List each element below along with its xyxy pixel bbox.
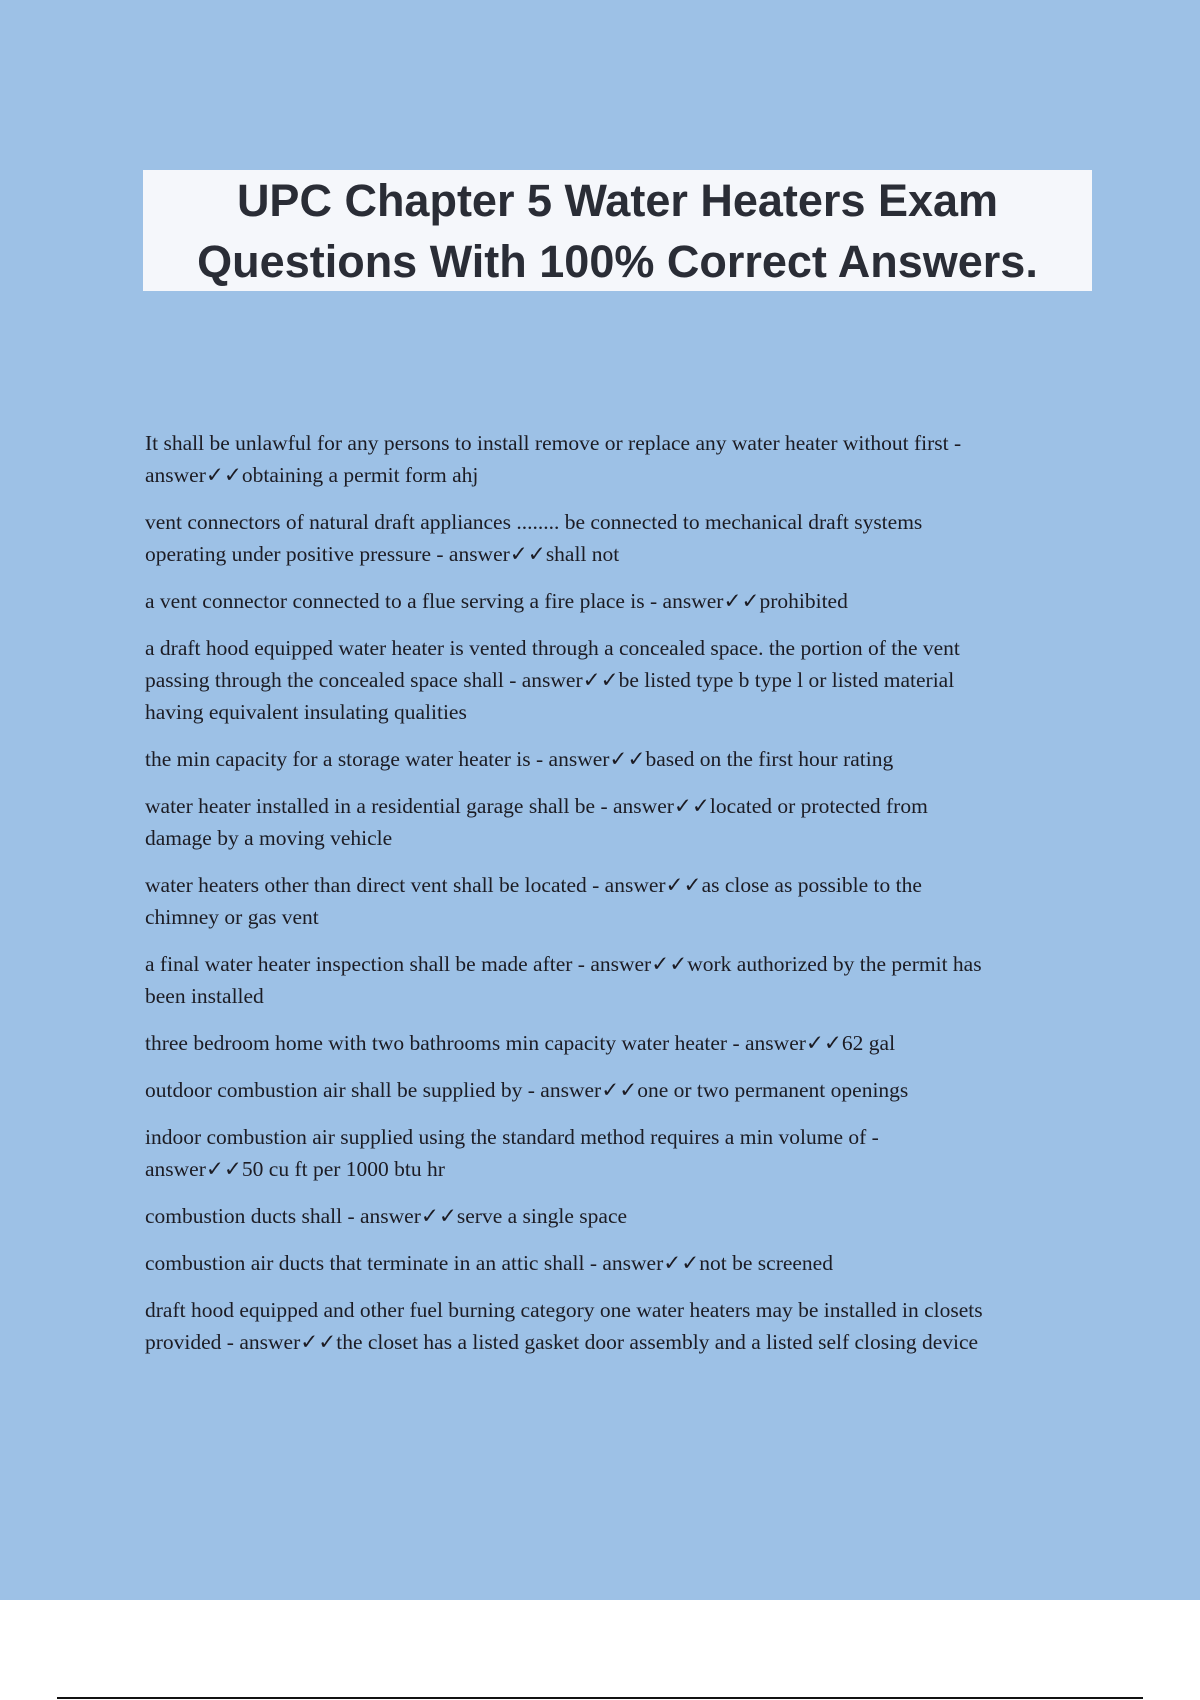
qa-item: draft hood equipped and other fuel burning category one water heaters may be installed in closets provided - answer✓✓the closet has a listed gasket door assembly and a listed self closing device bbox=[145, 1298, 983, 1354]
title-banner bbox=[143, 170, 1092, 291]
qa-item: a vent connector connected to a flue serving a fire place is - answer✓✓prohibited bbox=[145, 589, 848, 613]
qa-item: water heaters other than direct vent shall be located - answer✓✓as close as possible to the chimney or gas vent bbox=[145, 873, 922, 929]
qa-item: a final water heater inspection shall be made after - answer✓✓work authorized by the permit has been installed bbox=[145, 952, 982, 1008]
qa-item: vent connectors of natural draft appliances ........ be connected to mechanical draft systems operating under positive pressure - answer✓✓shall not bbox=[145, 510, 923, 566]
qa-item: water heater installed in a residential garage shall be - answer✓✓located or protected from damage by a moving vehicle bbox=[145, 794, 928, 850]
qa-item: outdoor combustion air shall be supplied by - answer✓✓one or two permanent openings bbox=[145, 1078, 909, 1102]
qa-list bbox=[145, 427, 1095, 1373]
qa-item: combustion air ducts that terminate in an attic shall - answer✓✓not be screened bbox=[145, 1251, 833, 1275]
qa-item: combustion ducts shall - answer✓✓serve a single space bbox=[145, 1204, 628, 1228]
qa-item: the min capacity for a storage water heater is - answer✓✓based on the first hour rating bbox=[145, 747, 894, 771]
document-title: UPC Chapter 5 Water Heaters Exam Questions With 100% Correct Answers. bbox=[197, 174, 1038, 287]
qa-item: a draft hood equipped water heater is vented through a concealed space. the portion of the vent passing through the concealed space shall - answer✓✓be listed type b type l or listed material having equivalent insulating qualities bbox=[145, 636, 960, 724]
qa-item: It shall be unlawful for any persons to install remove or replace any water heater without first - answer✓✓obtaining a permit form ahj bbox=[145, 431, 962, 487]
footer-divider bbox=[57, 1697, 1143, 1699]
qa-item: indoor combustion air supplied using the standard method requires a min volume of - answer✓✓50 cu ft per 1000 btu hr bbox=[145, 1125, 879, 1181]
qa-item: three bedroom home with two bathrooms min capacity water heater - answer✓✓62 gal bbox=[145, 1031, 896, 1055]
